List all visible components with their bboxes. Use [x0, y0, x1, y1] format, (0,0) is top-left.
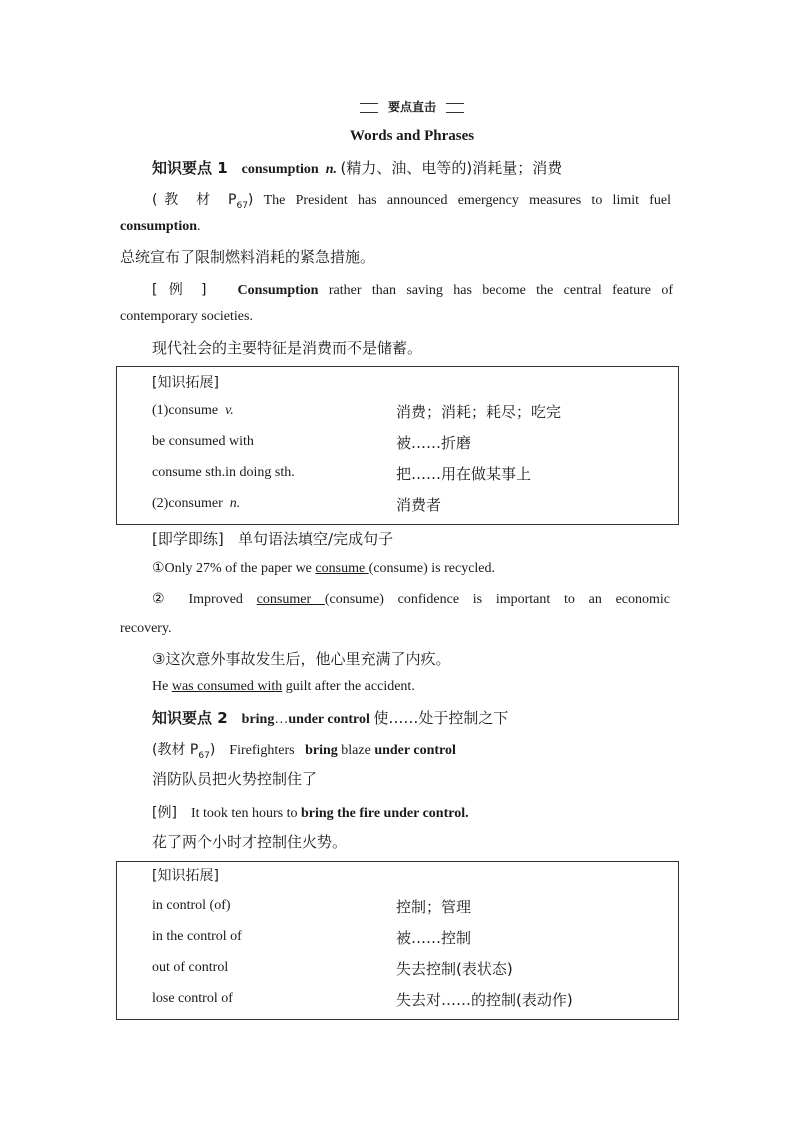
kp1-example1-text: The President has announced emergency measures to limit fuel: [263, 193, 671, 208]
kp1-example1-line: [152, 189, 671, 211]
kp1-example1-keyword: consumption: [120, 219, 198, 234]
kp2-textbook-ref: (教材 $P_{67}$): [152, 742, 216, 761]
answer-blank: was consumed with: [171, 679, 283, 694]
answer-blank: consume: [315, 561, 369, 576]
practice-question-2-cont: recovery.: [120, 621, 172, 636]
ext-row-meaning: 把……用在做某事上: [396, 465, 532, 483]
kp1-extension-title: [知识拓展]: [152, 375, 219, 391]
practice-question-1: ①Only 27% of the paper we consume (consume) is recycled.: [152, 561, 496, 576]
practice-question-2: ② Improved consumer (consume) confidence is important to an economic: [152, 592, 670, 607]
kp1-example1-cn: 总统宣布了限制燃料消耗的紧急措施。: [120, 248, 376, 266]
ext-row: in control (of): [152, 898, 231, 913]
practice-question-3-cn: ③这次意外事故发生后，他心里充满了内疚。: [152, 650, 451, 668]
kp1-extension-box: [116, 366, 679, 525]
kp1-example2-cn: 现代社会的主要特征是消费而不是储蓄。: [152, 339, 423, 357]
ext-row-meaning: 消费；消耗；耗尽；吃完: [396, 403, 562, 421]
kp2-label: 知识要点 2: [152, 709, 228, 727]
kp1-example2-text: rather than saving has become the central feature of: [328, 283, 673, 298]
ext-row: (2)consumer n.: [152, 496, 241, 511]
kp1-example2-keyword: Consumption: [237, 283, 319, 298]
ext-row: lose control of: [152, 991, 233, 1006]
practice-question-3: He was consumed with guilt after the accident.: [152, 679, 415, 694]
ext-row: out of control: [152, 960, 229, 975]
ext-row-meaning: 消费者: [396, 496, 442, 514]
section-title: Words and Phrases: [349, 128, 475, 144]
kp1-example-tag: [ 例 ]: [152, 282, 207, 298]
kp2-example1-line: (教材 $P_{67}$) Firefighters bring blaze under control: [152, 742, 456, 761]
kp1-practice-heading: [即学即练] 单句语法填空/完成句子: [152, 530, 394, 548]
ext-row-meaning: 被……折磨: [396, 434, 472, 452]
kp2-example2-line: [例] It took ten hours to bring the fire under control.: [152, 805, 469, 821]
kp2-extension-box: [116, 861, 679, 1020]
ext-row: consume sth.in doing sth.: [152, 465, 295, 480]
ext-row-meaning: 被……控制: [396, 929, 472, 947]
section-banner: [360, 100, 464, 114]
kp2-heading: 知识要点 2 bring…under control 使……处于控制之下: [152, 709, 509, 727]
kp1-textbook-ref: (教 材 $P_{67}$): [152, 192, 254, 211]
ext-row: be consumed with: [152, 434, 254, 449]
kp1-example2-line: [152, 279, 673, 299]
kp1-headword: consumption: [241, 162, 319, 177]
ext-row-meaning: 失去对……的控制(表动作): [396, 991, 573, 1009]
banner-label: 要点直击: [378, 98, 446, 115]
kp1-pos: n.: [325, 162, 337, 177]
kp2-extension-title: [知识拓展]: [152, 868, 219, 884]
ext-row-meaning: 失去控制(表状态): [396, 960, 513, 978]
ext-row-meaning: 控制；管理: [396, 898, 472, 916]
kp1-heading: [152, 157, 562, 178]
kp1-definition: (精力、油、电等的)消耗量；消费: [340, 159, 563, 177]
kp1-example2-cont: contemporary societies.: [120, 309, 253, 324]
kp1-example1-period: .: [197, 219, 201, 234]
ext-row: in the control of: [152, 929, 242, 944]
kp2-example1-cn: 消防队员把火势控制住了: [152, 770, 318, 788]
kp1-label: 知识要点 1: [152, 159, 228, 177]
kp2-definition: 使……处于控制之下: [373, 709, 509, 727]
answer-blank: consumer: [256, 592, 325, 607]
ext-row: (1)consume v.: [152, 403, 234, 418]
kp2-example2-cn: 花了两个小时才控制住火势。: [152, 833, 348, 851]
kp1-example1-cont: [120, 219, 201, 235]
